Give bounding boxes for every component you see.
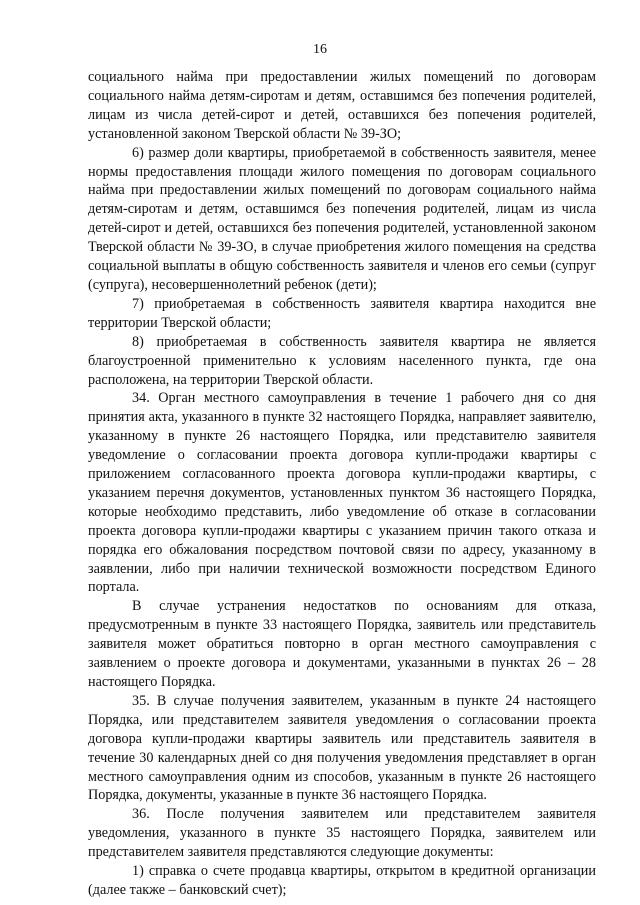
paragraph: социального найма при предоставлении жилых помещений по договорам социального найма детям-сиротам и детям, оставшимся без попечения родителей, лицам из числа детей-сирот и детей, оставшихся без попечения родителей, установленной законом Тверской области № 39-ЗО; [88,69,596,142]
paragraph: 6) размер доли квартиры, приобретаемой в собственность заявителя, менее нормы предоставления площади жилого помещения по договорам социального найма при предоставлении жилых помещений по договорам социального найма детям-сиротам и детям, оставшимся без попечения родителей, лицам из числа детей-сирот и детей, оставшихся без попечения родителей, установленной законом Тверской области № 39-ЗО, в случае приобретения жилого помещения на средства социальной выплаты в общую собственность заявителя и членов его семьи (супруг (супруга), несовершеннолетний ребенок (дети); [88,144,596,293]
paragraph: 7) приобретаемая в собственность заявителя квартира находится вне территории Тверской области; [88,295,596,331]
paragraph: 8) приобретаемая в собственность заявителя квартира не является благоустроенной применительно к условиям населенного пункта, где она расположена, на территории Тверской области. [88,333,596,388]
paragraph: 34. Орган местного самоуправления в течение 1 рабочего дня со дня принятия акта, указанного в пункте 32 настоящего Порядка, направляет заявителю, указанному в пункте 26 настоящего Порядка, или представителю заявителя уведомление о согласовании проекта договора купли-продажи квартиры с приложением согласованного проекта договора купли-продажи квартиры, с указанием перечня документов, установленных пунктом 36 настоящего Порядка, которые необходимо представить, либо уведомление об отказе в согласовании проекта договора купли-продажи квартиры с указанием причин такого отказа и порядка его обжалования посредством почтовой связи по адресу, указанному в заявлении, либо при наличии технической возможности посредством Единого портала. [88,390,596,596]
paragraph: 1) справка о счете продавца квартиры, открытом в кредитной организации (далее также – банковский счет); [88,863,596,898]
paragraph: 35. В случае получения заявителем, указанным в пункте 24 настоящего Порядка, или представителем заявителя уведомления о согласовании проекта договора купли-продажи квартиры заявитель или представитель заявителя в течение 30 календарных дней со дня получения уведомления представляет в орган местного самоуправления одним из способов, указанным в пункте 26 настоящего Порядка, документы, указанные в пункте 36 настоящего Порядка. [88,692,596,804]
page-number: 16 [313,42,327,57]
paragraph: 36. После получения заявителем или представителем заявителя уведомления, указанного в пункте 35 настоящего Порядка, заявителем или представителем заявителя представляются следующие документы: [88,806,596,861]
paragraph: В случае устранения недостатков по основаниям для отказа, предусмотренным в пункте 33 настоящего Порядка, заявитель или представитель заявителя может обратиться повторно в орган местного самоуправления с заявлением о проекте договора и документами, указанными в пунктах 26 – 28 настоящего Порядка. [88,598,596,690]
document-body [88,68,596,900]
